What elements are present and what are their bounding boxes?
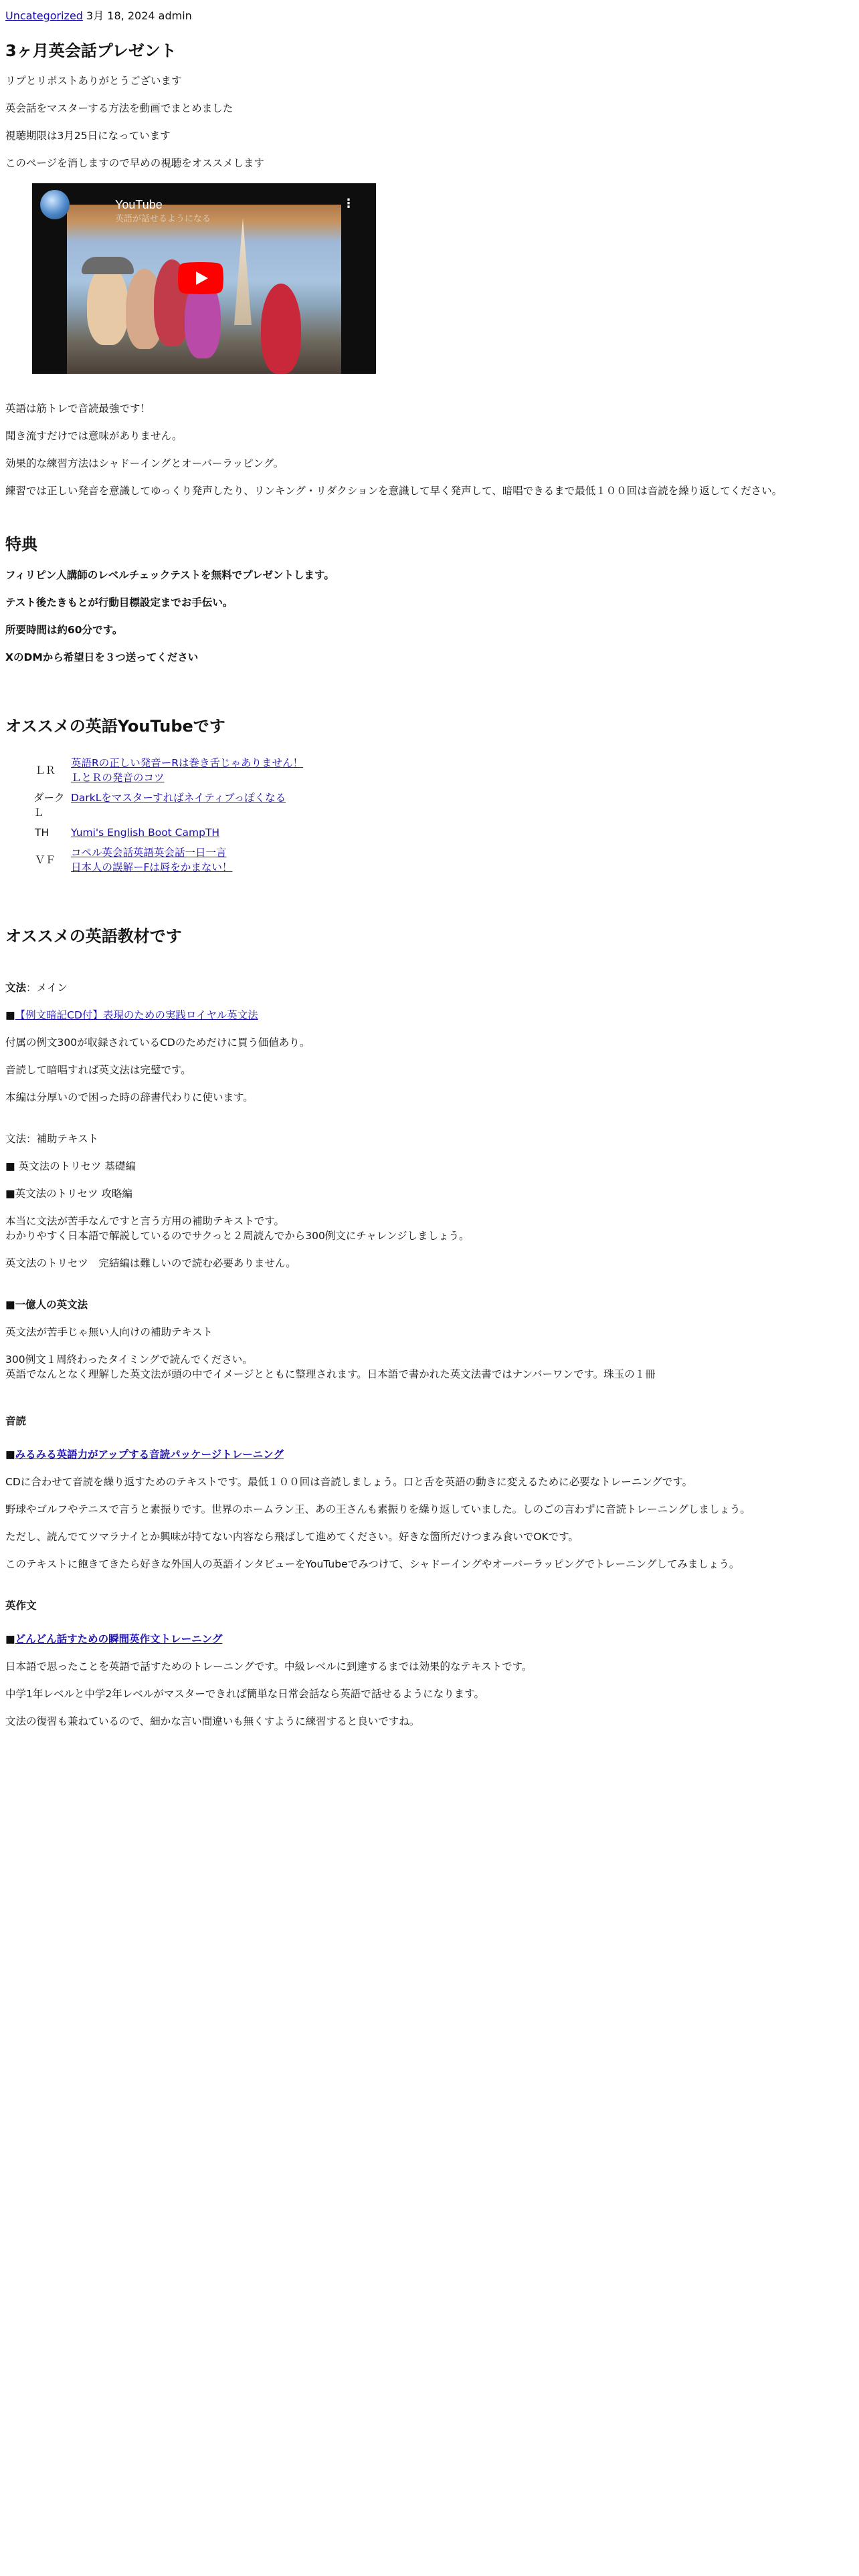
practice-line: 練習では正しい発音を意識してゆっくり発声したり、リンキング・リダクションを意識して早く発声して、暗唱できるまで最低１００回は音読を繰り返してください。: [5, 485, 783, 497]
ondoku-line: ■みるみる英語力がアップする音読パッケージトレーニング: [5, 1448, 284, 1461]
sakubun-link[interactable]: どんどん話すための瞬間英作文トレーニング: [15, 1633, 223, 1645]
category-link[interactable]: Uncategorized: [5, 9, 83, 22]
ondoku-note: CDに合わせて音読を繰り返すためのテキストです。最低１００回は音読しましょう。口と舌を英語の動きに変えるために必要なトレーニングです。: [5, 1476, 693, 1488]
bonus-item: フィリピン人講師のレベルチェックテストを無料でプレゼントします。: [5, 569, 335, 581]
row-label: ＬＲ: [35, 764, 56, 776]
bonus-item: 所要時間は約60分です。: [5, 624, 123, 636]
post-author: admin: [158, 9, 192, 22]
intro-line: リプとリポストありがとうございます: [5, 75, 182, 87]
youtube-link[interactable]: 英語Rの正しい発音ーRは巻き舌じゃありません！: [71, 757, 304, 769]
royal-grammar-link[interactable]: 【例文暗記CD付】表現のための実践ロイヤル英文法: [15, 1009, 258, 1021]
royal-grammar-line: ■【例文暗記CD付】表現のための実践ロイヤル英文法: [5, 1009, 258, 1021]
royal-note: 付属の例文300が収録されているCDのためだけに買う価値あり。: [5, 1037, 310, 1049]
ondoku-link[interactable]: みるみる英語力がアップする音読パッケージトレーニング: [15, 1448, 284, 1461]
ondoku-note: 野球やゴルフやテニスで言うと素振りです。世界のホームラン王、あの王さんも素振りを繰り返していました。しのごの言わずに音読トレーニングしましょう。: [5, 1503, 751, 1515]
ichioku-note: 英語でなんとなく理解した英文法が頭の中でイメージとともに整理されます。日本語で書かれた英文法書ではナンバーワンです。珠玉の１冊: [5, 1368, 656, 1380]
sakubun-note: 中学1年レベルと中学2年レベルがマスターできれば簡単な日常会話なら英語で話せるようになります。: [5, 1688, 484, 1700]
torisetsu-note: わかりやすく日本語で解説しているのでサクっと２周読んでから300例文にチャレンジしましょう。: [5, 1230, 470, 1242]
grammar-label: 文法：メイン: [5, 982, 68, 994]
ondoku-note: このテキストに飽きてきたら好きな外国人の英語インタビューをYouTubeでみつけて、シャドーイングやオーバーラッピングでトレーニングしてみましょう。: [5, 1558, 740, 1570]
row-label: ＶＦ: [35, 854, 56, 866]
torisetsu-note: 本当に文法が苦手なんですと言う方用の補助テキストです。: [5, 1215, 284, 1227]
youtube-link[interactable]: DarkLをマスターすればネイティブっぽくなる: [71, 792, 286, 804]
bonus-item: テスト後たきもとが行動目標設定までお手伝い。: [5, 597, 233, 609]
table-row: [27, 756, 303, 785]
practice-line: 英語は筋トレで音読最強です！: [5, 403, 151, 415]
ondoku-label: 音読: [5, 1415, 27, 1427]
channel-avatar[interactable]: [40, 190, 70, 219]
more-options-icon[interactable]: ⋮: [343, 197, 355, 211]
youtube-table: [27, 756, 303, 875]
intro-line: 視聴期限は3月25日になっています: [5, 130, 171, 142]
video-title[interactable]: YouTube: [115, 198, 163, 211]
row-label: TH: [35, 827, 50, 839]
ichioku-title: ■一億人の英文法: [5, 1299, 88, 1311]
practice-line: 聞き流すだけでは意味がありません。: [5, 430, 183, 442]
grammar-sub-label: 文法：補助テキスト: [5, 1133, 99, 1145]
youtube-link[interactable]: Yumi's English Boot CampTH: [71, 827, 220, 839]
royal-note: 音読して暗唱すれば英文法は完璧です。: [5, 1064, 191, 1076]
sakubun-note: 文法の復習も兼ねているので、細かな言い間違いも無くすように練習すると良いですね。: [5, 1715, 420, 1727]
torisetsu-item: ■ 英文法のトリセツ 基礎編: [5, 1160, 136, 1172]
bonus-item: XのDMから希望日を３つ送ってください: [5, 651, 199, 663]
intro-line: このページを消しますので早めの視聴をオススメします: [5, 157, 265, 169]
temple-spire: [234, 218, 252, 325]
sakubun-note: 日本語で思ったことを英語で話すためのトレーニングです。中級レベルに到達するまでは効果的なテキストです。: [5, 1660, 533, 1673]
table-row: [27, 790, 303, 820]
video-subtitle: 英語が話せるようになる: [115, 213, 211, 223]
table-row: [27, 845, 303, 875]
youtube-link[interactable]: ＬとＲの発音のコツ: [71, 772, 165, 784]
ondoku-note: ただし、読んでてツマラナイとか興味が持てない内容なら飛ばして進めてください。好きな箇所だけつまみ食いでOKです。: [5, 1531, 579, 1543]
youtube-link[interactable]: 日本人の誤解ーFは唇をかまない！: [71, 861, 233, 873]
torisetsu-item: ■英文法のトリセツ 攻略編: [5, 1188, 132, 1200]
post-meta: [5, 8, 192, 24]
ichioku-note: 英文法が苦手じゃ無い人向けの補助テキスト: [5, 1326, 213, 1338]
intro-line: 英会話をマスターする方法を動画でまとめました: [5, 102, 233, 114]
materials-heading: オススメの英語教材です: [5, 927, 182, 946]
sakubun-line: ■どんどん話すための瞬間英作文トレーニング: [5, 1633, 223, 1645]
youtube-embed[interactable]: [32, 183, 376, 374]
practice-line: 効果的な練習方法はシャドーイングとオーバーラッピング。: [5, 457, 284, 469]
row-label: ダークＬ: [33, 792, 65, 819]
youtube-heading: オススメの英語YouTubeです: [5, 717, 225, 736]
sakubun-label: 英作文: [5, 1600, 37, 1612]
youtube-link[interactable]: コペル英会話英語英会話一日一言: [71, 847, 227, 859]
post-date: 3月 18, 2024: [86, 9, 155, 22]
royal-note: 本編は分厚いので困った時の辞書代わりに使います。: [5, 1091, 254, 1103]
youtube-play-icon[interactable]: [178, 262, 223, 294]
table-row: [27, 825, 303, 840]
torisetsu-note: 英文法のトリセツ 完結編は難しいので読む必要ありません。: [5, 1257, 296, 1269]
bonus-heading: 特典: [5, 535, 37, 554]
ichioku-note: 300例文１周終わったタイミングで読んでください。: [5, 1354, 253, 1366]
post-title: 3ヶ月英会話プレゼント: [5, 41, 177, 60]
